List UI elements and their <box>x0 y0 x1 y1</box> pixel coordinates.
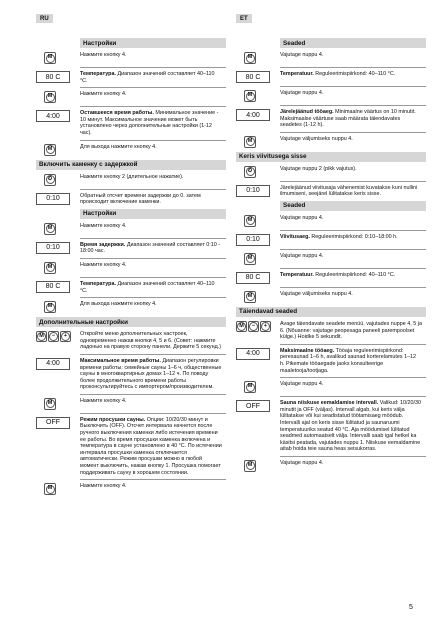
buttons-4-5-6-icon: M − + <box>236 321 271 332</box>
lang-tag-et: ET <box>236 14 252 23</box>
menu-button-icon: M <box>44 52 56 64</box>
display-delay: 0:10 <box>236 185 270 197</box>
display-time: 4:00 <box>236 348 270 360</box>
section-delay-ru: Включить каменку с задержкой <box>36 160 226 170</box>
display-time: 4:00 <box>36 358 70 370</box>
timer-button-icon: ⏲ <box>244 166 256 178</box>
menu-button-icon: M <box>244 291 256 303</box>
menu-button-icon: M <box>44 398 56 410</box>
display-time: 4:00 <box>36 110 70 122</box>
step-remaining-ru: 4:00 Оставшееся время работы. Минимальное значение - 10 минут. Максимальное значение может быть установлено через дополнительные настройки (1-12 час). <box>36 110 226 136</box>
menu-button-icon: M <box>244 52 256 64</box>
lang-tag-ru: RU <box>36 14 53 23</box>
section-settings2-ru: Настройки <box>80 209 226 219</box>
display-off: OFF <box>36 417 70 429</box>
menu-button-icon: M <box>244 253 256 265</box>
column-ru: Настройки M Нажмите кнопку 4. 80 C Температура. Диапазон значений составляет 40–110 °C. M Нажмите кнопку 4. 4:00 Оставшееся время работы. Минимальное значение - 10 минут. Максимальное значение может быть установлено через дополнительные настройки (1-12 час). M Для выхода нажмите кнопку 4. Включить каменку с задержкой ⏲ Нажмите кнопку 2 (длительное нажатие). 0:10 Обратный отсчет времени задержки до 0. затем происходит включение каменки. Настройки M Нажмите кнопку 4. 0:10 Время задержки. Диапазон значений составляет 0:10 - 18:00 час. M Нажмите кнопку 4. 80 C Температура. Диапазон значений составляет 40–110 °C. M Для выхода нажмите кнопку 4. Дополнительные настройки M − + Откройте меню дополнительных настроек, одновременно нажав кнопки 4, 5 и 6. (Совет: нажмите ладонью на правую сторону панели. Держите 5 секунд.) 4:00 Максимальное время работы. Диапазон регулировки времени работы: семейные сауны 1–6 ч, общественные сауны в многоквартирных домах 1–12 ч. По поводу более продолжительного времени работы проконсультируйтесь с импортером/производителем. M Нажмите кнопку 4. OFF Режим просушки сауны. Опции: 10/20/30 минут и Выключить (OFF). Отсчет интервала начнется после ручного выключения каменки либо истечения времени ее работы. Во время просушки каменка включена и температура в сауне установлено в 40 °C. По истечении интервала просушки каменка отключается автоматически. Режим просушки можно в любой момент выключить, нажав кнопку 1. Просушка помогает поддерживать сауну в хорошем состоянии. M Нажмите кнопку 4. <box>36 36 226 498</box>
section-advanced-et: Täiendavad seaded <box>236 307 426 317</box>
section-settings-ru: Настройки <box>80 38 226 48</box>
display-time: 4:00 <box>236 109 270 121</box>
menu-button-icon: M <box>44 301 56 313</box>
menu-button-icon: M <box>244 215 256 227</box>
menu-button-icon: M <box>44 223 56 235</box>
menu-button-icon: M <box>44 91 56 103</box>
menu-button-icon: M <box>244 460 256 472</box>
display-temp: 80 C <box>36 281 70 293</box>
section-settings2-et: Seaded <box>280 201 426 211</box>
menu-button-icon: M <box>44 483 56 495</box>
section-delay-et: Keris viivitusega sisse <box>236 152 426 162</box>
display-temp: 80 C <box>36 71 70 83</box>
display-off: OFF <box>236 400 270 412</box>
section-settings-et: Seaded <box>280 38 426 48</box>
display-delay: 0:10 <box>36 193 70 205</box>
step-temperature-ru: 80 C Температура. Диапазон значений составляет 40–110 °C. <box>36 71 226 84</box>
menu-button-icon: M <box>44 144 56 156</box>
display-temp: 80 C <box>236 272 270 284</box>
page-number: 5 <box>409 604 413 611</box>
section-advanced-ru: Дополнительные настройки <box>36 317 226 327</box>
buttons-4-5-6-icon: M − + <box>36 331 71 342</box>
display-delay: 0:10 <box>236 234 270 246</box>
menu-button-icon: M <box>244 90 256 102</box>
column-et: Seaded M Vajutage nuppu 4. 80 C Temperatuur. Reguleerimispiirkond: 40–110 °C. M Vajutage nuppu 4. 4:00 Järelejäänud tööaeg. Minimaalne väärtus on 10 minutit. Maksimaalse väärtuse saab määrata täiendavates seadetes (1-12 h). M Vajutage väljumiseks nuppu 4. Keris viivitusega sisse ⏲ Vajutage nuppu 2 (pikk vajutus). 0:10 Järelejäänud viivitusaja vähenemist kuvatakse kuni nullini ilmumiseni, seejärel lülitatakse keris sisse. Seaded M Vajutage nuppu 4. 0:10 Viivitusaeg. Reguleerimispiirkond: 0:10–18:00 h. M Vajutage nuppu 4. 80 C Temperatuur. Reguleerimispiirkond: 40–110 °C. M Vajutage väljumiseks nuppu 4. Täiendavad seaded M − + Avage täiendavate seadete menüü, vajutades nuppe 4, 5 ja 6. (Nõuanne: vajutage peopesaga paneeli parempoolset külge.) Hoidke 5 sekundit. 4:00 Maksimaalne tööaeg. Tööaja reguleerimispiirkond: peresaunad 1–6 h, avalikud saunad korterelamutes 1–12 h. Pikemate tööaegade jaoks konsulteerige maaletooja/tootjaga. M Vajutage nuppu 4. OFF Sauna niiskuse eemaldamise intervall. Valikud: 10/20/30 minutit ja OFF (väljas). Intervall algab, kui keris välja lülitatakse või kui seadistatud töötamisaeg möödub. Intervalli ajal on keris sisse lülitatud ja saunaruumi temperatuuriks seatud 40 °C. Aja möödumisel lülitatud seadmed automaatselt välja. Intervalli saab igal hetkel ka käsitsi peatada, vajutades nuppu 1. Niiskuse eemaldamine aitab hoida teie sauna heas seisukorras. M Vajutage nuppu 4. <box>236 36 426 475</box>
display-delay: 0:10 <box>36 242 70 254</box>
menu-button-icon: M <box>44 262 56 274</box>
menu-button-icon: M <box>244 136 256 148</box>
display-temp: 80 C <box>236 71 270 83</box>
menu-button-icon: M <box>244 381 256 393</box>
step-press4-ru: M Нажмите кнопку 4. <box>36 52 226 64</box>
timer-button-icon: ⏲ <box>44 174 56 186</box>
